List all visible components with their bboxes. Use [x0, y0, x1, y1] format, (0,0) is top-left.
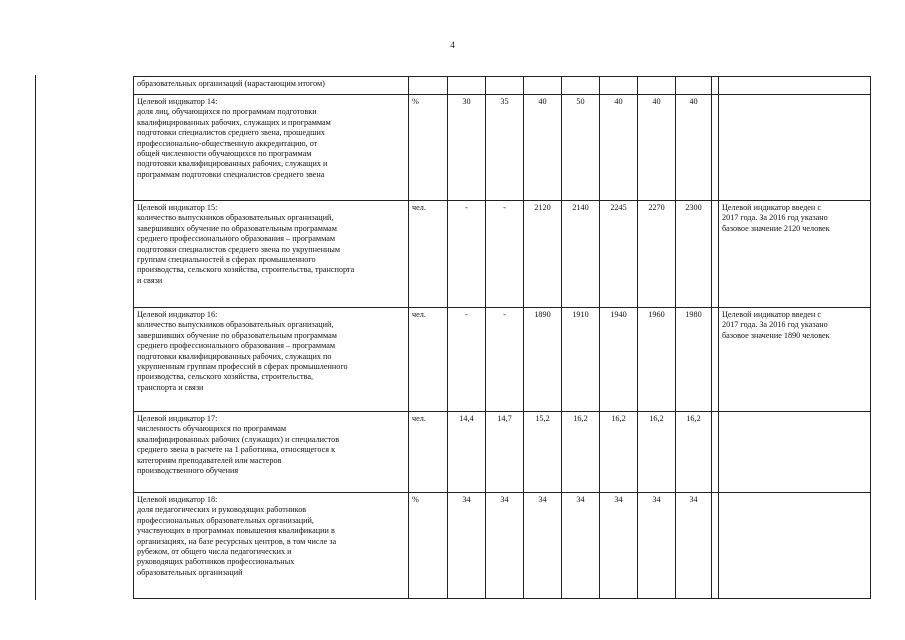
- value-cell: 14,4: [448, 412, 486, 493]
- value-cell: 1890: [524, 308, 562, 412]
- value-cell: [638, 77, 676, 95]
- value-cell: 40: [524, 95, 562, 201]
- value-cell: 34: [524, 493, 562, 599]
- value-cell: 34: [562, 493, 600, 599]
- value-cell: [524, 77, 562, 95]
- value-cell: [712, 412, 719, 493]
- note-cell: Целевой индикатор введен с 2017 года. За 2016 год указано базовое значение 2120 человек: [719, 201, 871, 308]
- table-row: [134, 77, 871, 95]
- indicator-name-cell: Целевой индикатор 16: количество выпускников образовательных организаций, завершивших обучение по образовательным программам среднего профессионального образования – программам подготовки квалифицированных рабочих, служащих по укрупненным группам профессий в сферах промышленного производства, сельского хозяйства, строительства, транспорта и связи: [134, 308, 409, 412]
- value-cell: 30: [448, 95, 486, 201]
- unit-cell: %: [409, 95, 448, 201]
- note-cell: [719, 412, 871, 493]
- value-cell: 16,2: [676, 412, 712, 493]
- value-cell: 2140: [562, 201, 600, 308]
- value-cell: [712, 77, 719, 95]
- value-cell: -: [486, 308, 524, 412]
- unit-cell: [409, 77, 448, 95]
- table-row: [134, 95, 871, 201]
- value-cell: [562, 77, 600, 95]
- value-cell: -: [448, 201, 486, 308]
- indicators-table: [133, 76, 871, 599]
- unit-cell: чел.: [409, 412, 448, 493]
- value-cell: [486, 77, 524, 95]
- value-cell: 40: [676, 95, 712, 201]
- value-cell: 2245: [600, 201, 638, 308]
- value-cell: 15,2: [524, 412, 562, 493]
- value-cell: 34: [486, 493, 524, 599]
- value-cell: [712, 201, 719, 308]
- indicator-name-cell: Целевой индикатор 18: доля педагогических и руководящих работников профессиональных образовательных организаций, участвующих в программах повышения квалификации в организациях, на базе ресурсных центров, в том числе за рубежом, от общего числа педагогических и руководящих работников профессиональных образовательных организаций: [134, 493, 409, 599]
- value-cell: 16,2: [600, 412, 638, 493]
- value-cell: [712, 308, 719, 412]
- indicator-name-cell: Целевой индикатор 15: количество выпускников образовательных организаций, завершивших обучение по образовательным программам среднего профессионального образования – программам подготовки специалистов среднего звена по укрупненным группам специальностей в сферах промышленного производства, сельского хозяйства, строительства, транспорта и связи: [134, 201, 409, 308]
- margin-line: [35, 75, 36, 600]
- value-cell: 35: [486, 95, 524, 201]
- indicator-name-cell: Целевой индикатор 14: доля лиц, обучающихся по программам подготовки квалифицированных рабочих, служащих и программам подготовки специалистов среднего звена, прошедших профессионально-общественную аккредитацию, от общей численности обучающихся по программам подготовки квалифицированных рабочих, служащих и программам подготовки специалистов среднего звена: [134, 95, 409, 201]
- value-cell: 2120: [524, 201, 562, 308]
- value-cell: 1940: [600, 308, 638, 412]
- value-cell: [712, 493, 719, 599]
- value-cell: 14,7: [486, 412, 524, 493]
- table-row: [134, 412, 871, 493]
- value-cell: 34: [448, 493, 486, 599]
- value-cell: -: [486, 201, 524, 308]
- note-cell: [719, 493, 871, 599]
- value-cell: 50: [562, 95, 600, 201]
- value-cell: -: [448, 308, 486, 412]
- note-cell: Целевой индикатор введен с 2017 года. За 2016 год указано базовое значение 1890 человек: [719, 308, 871, 412]
- value-cell: 1910: [562, 308, 600, 412]
- table-row: [134, 201, 871, 308]
- value-cell: 40: [600, 95, 638, 201]
- table-row: [134, 493, 871, 599]
- value-cell: 34: [638, 493, 676, 599]
- value-cell: 1960: [638, 308, 676, 412]
- value-cell: [600, 77, 638, 95]
- unit-cell: чел.: [409, 201, 448, 308]
- unit-cell: %: [409, 493, 448, 599]
- value-cell: 2270: [638, 201, 676, 308]
- unit-cell: чел.: [409, 308, 448, 412]
- indicator-name-cell: образовательных организаций (нарастающим итогом): [134, 77, 409, 95]
- note-cell: [719, 95, 871, 201]
- page-number: 4: [450, 40, 455, 50]
- table-row: [134, 308, 871, 412]
- value-cell: [712, 95, 719, 201]
- value-cell: 1980: [676, 308, 712, 412]
- value-cell: 34: [600, 493, 638, 599]
- value-cell: [448, 77, 486, 95]
- indicator-name-cell: Целевой индикатор 17: численность обучающихся по программам квалифицированных рабочих (служащих) и специалистов среднего звена в расчете на 1 работника, относящегося к категориям преподавателей или мастеров производственного обучения: [134, 412, 409, 493]
- value-cell: 16,2: [562, 412, 600, 493]
- value-cell: 2300: [676, 201, 712, 308]
- value-cell: 40: [638, 95, 676, 201]
- value-cell: [676, 77, 712, 95]
- value-cell: 34: [676, 493, 712, 599]
- note-cell: [719, 77, 871, 95]
- value-cell: 16,2: [638, 412, 676, 493]
